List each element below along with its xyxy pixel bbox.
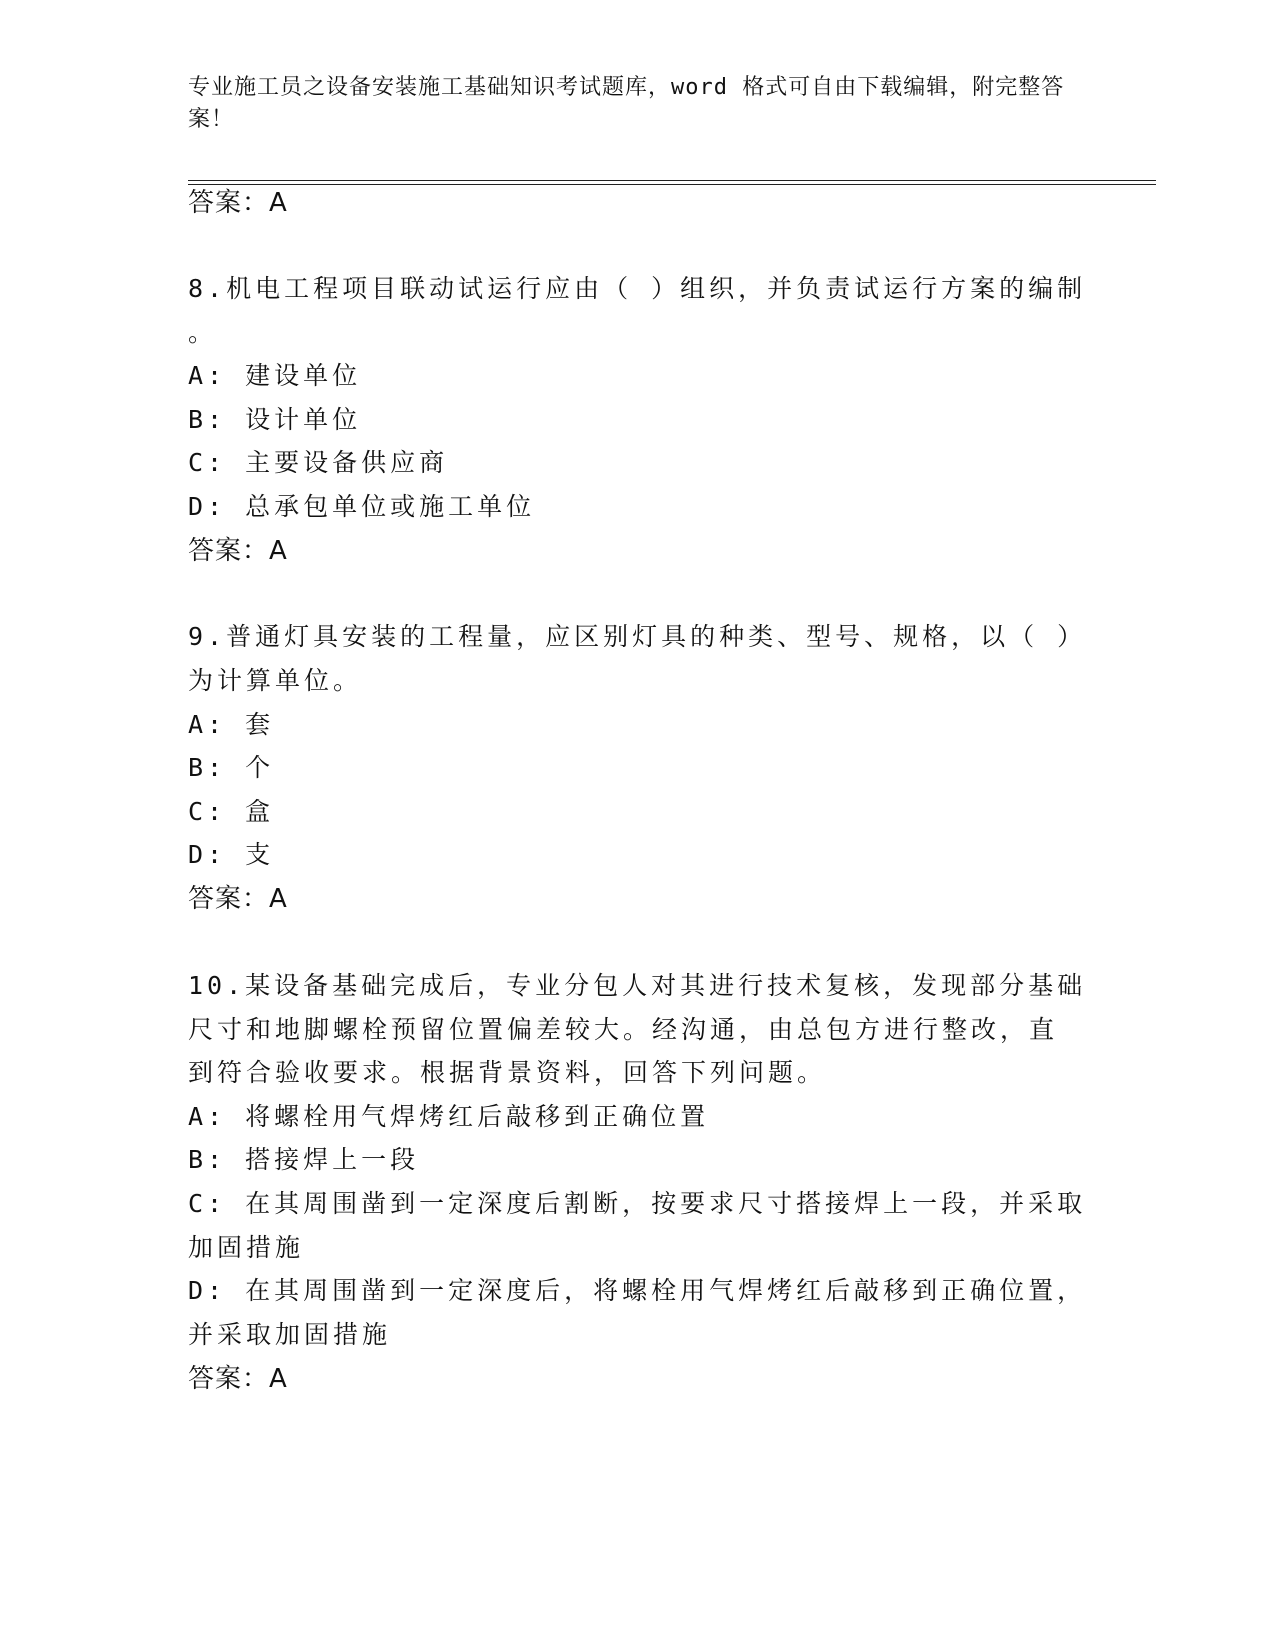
question-stem: 到符合验收要求。根据背景资料，回答下列问题。 bbox=[188, 1058, 827, 1087]
document-header bbox=[188, 72, 1068, 136]
option-c: C: 在其周围凿到一定深度后割断，按要求尺寸搭接焊上一段，并采取 bbox=[188, 1189, 1087, 1218]
answer-value: A bbox=[269, 536, 288, 566]
option-d: D: 在其周围凿到一定深度后，将螺栓用气焊烤红后敲移到正确位置， bbox=[188, 1276, 1087, 1305]
option-a: A: 将螺栓用气焊烤红后敲移到正确位置 bbox=[188, 1102, 710, 1131]
answer-label: 答案： bbox=[188, 1364, 270, 1394]
question-stem: 为计算单位。 bbox=[188, 666, 363, 695]
header-text: 专业施工员之设备安装施工基础知识考试题库，word 格式可自由下载编辑，附完整答案！ bbox=[188, 75, 1065, 132]
option-b: B: 设计单位 bbox=[188, 405, 362, 434]
option-d: D: 支 bbox=[188, 840, 275, 869]
answer-value: A bbox=[269, 884, 288, 914]
question-stem: 9.普通灯具安装的工程量，应区别灯具的种类、型号、规格，以（ ） bbox=[188, 622, 1087, 651]
answer-label: 答案： bbox=[188, 188, 270, 218]
question-stem: 。 bbox=[188, 318, 218, 347]
option-d-continued: 并采取加固措施 bbox=[188, 1320, 392, 1349]
option-c: C: 盒 bbox=[188, 797, 275, 826]
answer-q7 bbox=[188, 188, 288, 218]
answer-q8 bbox=[188, 536, 288, 566]
question-stem: 尺寸和地脚螺栓预留位置偏差较大。经沟通，由总包方进行整改，直 bbox=[188, 1015, 1059, 1044]
question-stem: 8.机电工程项目联动试运行应由（ ）组织，并负责试运行方案的编制 bbox=[188, 274, 1087, 303]
answer-value: A bbox=[269, 1364, 288, 1394]
option-a: A: 套 bbox=[188, 710, 275, 739]
option-d: D: 总承包单位或施工单位 bbox=[188, 492, 536, 521]
header-divider-top bbox=[188, 180, 1156, 181]
option-c: C: 主要设备供应商 bbox=[188, 448, 449, 477]
option-b: B: 搭接焊上一段 bbox=[188, 1145, 420, 1174]
answer-q10 bbox=[188, 1364, 288, 1394]
option-a: A: 建设单位 bbox=[188, 361, 362, 390]
answer-label: 答案： bbox=[188, 536, 270, 566]
question-stem: 10.某设备基础完成后，专业分包人对其进行技术复核，发现部分基础 bbox=[188, 971, 1087, 1000]
option-b: B: 个 bbox=[188, 753, 275, 782]
answer-label: 答案： bbox=[188, 884, 270, 914]
header-divider-bottom bbox=[188, 184, 1156, 185]
option-c-continued: 加固措施 bbox=[188, 1233, 305, 1262]
answer-q9 bbox=[188, 884, 288, 914]
answer-value: A bbox=[269, 188, 288, 218]
